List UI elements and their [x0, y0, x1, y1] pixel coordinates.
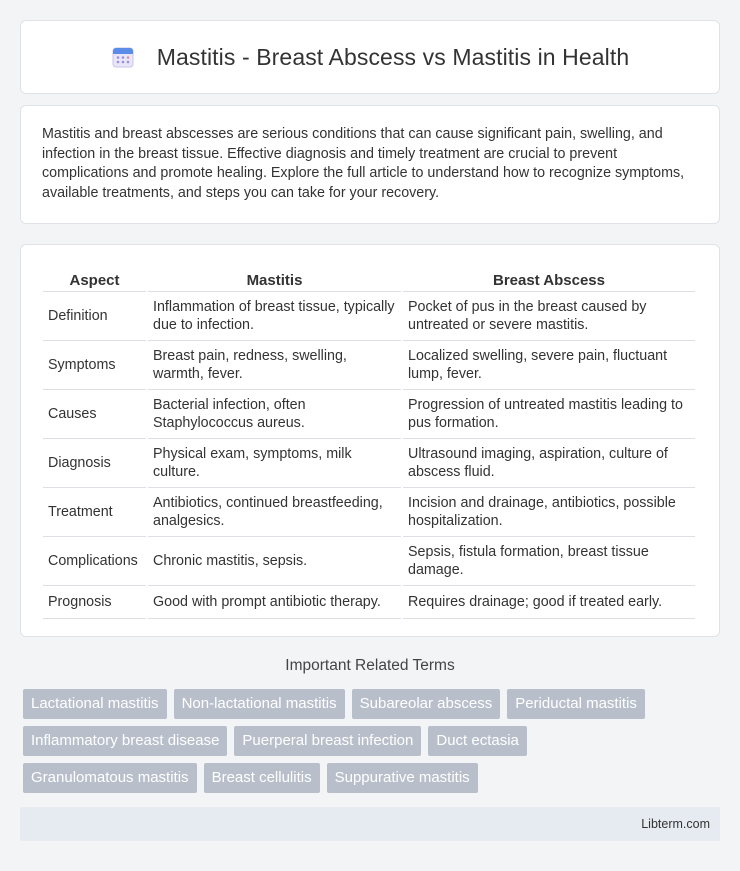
table-row [43, 389, 695, 438]
table-cell-mastitis: Antibiotics, continued breastfeeding, analgesics. [148, 487, 401, 536]
intro-text: Mastitis and breast abscesses are serious conditions that can cause significant pain, swelling, and infection in the breast tissue. Effective diagnosis and timely treatment are crucial to prevent complications and promote healing. Explore the full article to understand how to recognize symptoms, available treatments, and steps you can take for your recovery. [42, 126, 685, 201]
table-cell-abscess: Progression of untreated mastitis leading to pus formation. [403, 389, 695, 438]
table-cell-aspect: Complications [43, 536, 146, 585]
column-header-breast-abscess: Breast Abscess [492, 272, 605, 289]
table-cell-abscess: Requires drainage; good if treated early. [403, 585, 695, 619]
column-header-aspect: Aspect [69, 272, 120, 289]
footer-site-link[interactable]: Libterm.com [641, 817, 710, 831]
tag-row [23, 726, 723, 756]
calendar-icon [111, 45, 135, 69]
table-cell-mastitis: Bacterial infection, often Staphylococcus aureus. [148, 389, 401, 438]
table-cell-mastitis: Good with prompt antibiotic therapy. [148, 585, 401, 619]
table-cell-mastitis: Chronic mastitis, sepsis. [148, 536, 401, 585]
table-cell-mastitis: Breast pain, redness, swelling, warmth, fever. [148, 340, 401, 389]
tag-inflammatory-breast-disease[interactable]: Inflammatory breast disease [23, 726, 227, 756]
tag-suppurative-mastitis[interactable]: Suppurative mastitis [327, 763, 478, 793]
tag-non-lactational-mastitis[interactable]: Non-lactational mastitis [174, 689, 345, 719]
tag-row [23, 763, 723, 793]
intro-card [20, 105, 720, 224]
page-title: Mastitis - Breast Abscess vs Mastitis in Health [156, 43, 630, 70]
table-row [43, 291, 695, 340]
tag-granulomatous-mastitis[interactable]: Granulomatous mastitis [23, 763, 197, 793]
table-cell-abscess: Ultrasound imaging, aspiration, culture of abscess fluid. [403, 438, 695, 487]
related-terms-list [23, 689, 723, 800]
tag-puerperal-breast-infection[interactable]: Puerperal breast infection [234, 726, 421, 756]
footer [20, 807, 720, 841]
table-header-row [43, 267, 695, 291]
table-cell-mastitis: Physical exam, symptoms, milk culture. [148, 438, 401, 487]
table-row [43, 340, 695, 389]
table-row [43, 487, 695, 536]
tag-subareolar-abscess[interactable]: Subareolar abscess [352, 689, 501, 719]
table-cell-aspect: Diagnosis [43, 438, 146, 487]
table-cell-aspect: Prognosis [43, 585, 146, 619]
table-row [43, 438, 695, 487]
comparison-table [41, 267, 697, 619]
tag-duct-ectasia[interactable]: Duct ectasia [428, 726, 527, 756]
tag-row [23, 689, 723, 719]
table-row [43, 585, 695, 619]
table-cell-mastitis: Inflammation of breast tissue, typically due to infection. [148, 291, 401, 340]
table-cell-aspect: Causes [43, 389, 146, 438]
table-cell-aspect: Treatment [43, 487, 146, 536]
table-cell-abscess: Sepsis, fistula formation, breast tissue damage. [403, 536, 695, 585]
tag-lactational-mastitis[interactable]: Lactational mastitis [23, 689, 167, 719]
table-cell-abscess: Pocket of pus in the breast caused by untreated or severe mastitis. [403, 291, 695, 340]
tag-periductal-mastitis[interactable]: Periductal mastitis [507, 689, 645, 719]
header-card [20, 20, 720, 94]
related-terms-title: Important Related Terms [285, 657, 455, 674]
column-header-mastitis: Mastitis [246, 272, 303, 289]
tag-breast-cellulitis[interactable]: Breast cellulitis [204, 763, 320, 793]
table-cell-aspect: Symptoms [43, 340, 146, 389]
table-cell-abscess: Incision and drainage, antibiotics, possible hospitalization. [403, 487, 695, 536]
comparison-table-card [20, 244, 720, 637]
table-cell-aspect: Definition [43, 291, 146, 340]
table-row [43, 536, 695, 585]
table-cell-abscess: Localized swelling, severe pain, fluctuant lump, fever. [403, 340, 695, 389]
